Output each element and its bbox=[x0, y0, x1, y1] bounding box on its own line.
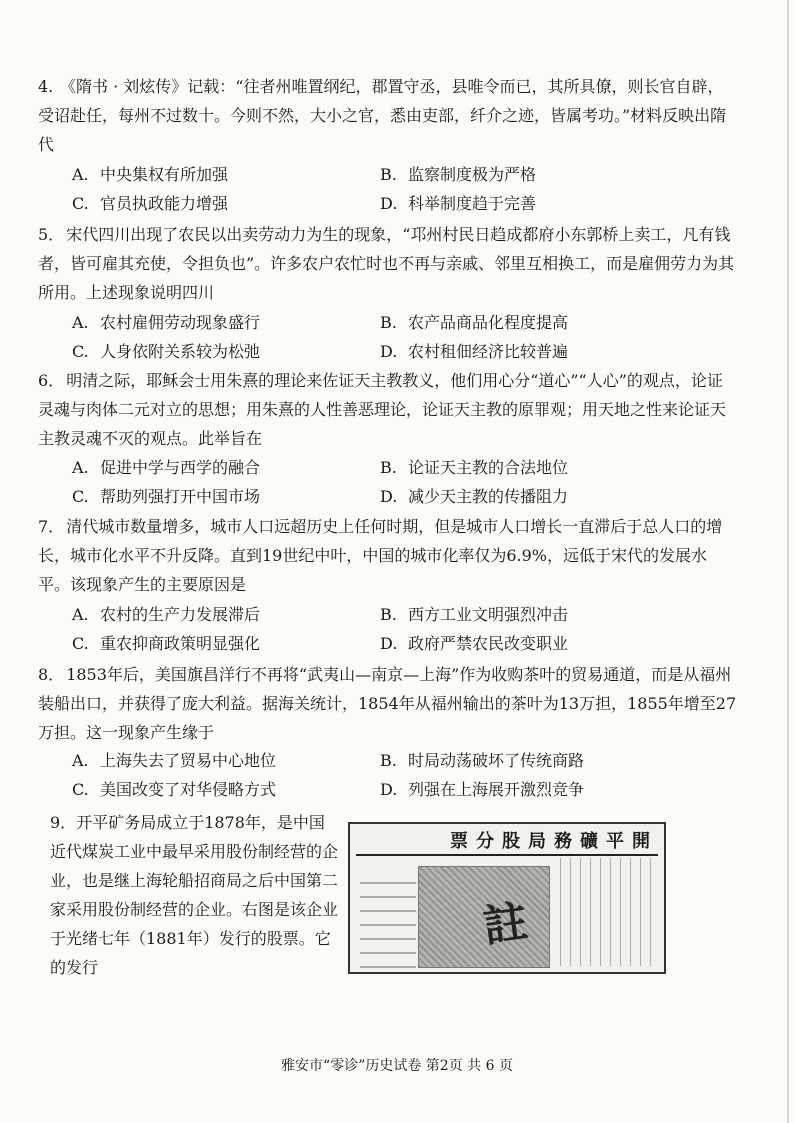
stock-text-columns bbox=[560, 858, 656, 966]
q7-option-a[interactable]: A. 农村的生产力发展滞后 bbox=[72, 605, 261, 624]
q4-option-c[interactable]: C. 官员执政能力增强 bbox=[72, 194, 229, 213]
question-text: 《隋书 · 刘炫传》记载：“往者州唯置纲纪，郡置守丞，县唯令而已，其所具僚，则长官自辟，受诏赴任，每州不过数十。今则不然，大小之官，悉由吏部，纤介之迹，皆属考功。”材料反映出隋代 bbox=[38, 77, 727, 154]
question-number: 8． bbox=[38, 665, 65, 684]
question-number: 4. bbox=[38, 77, 54, 96]
question-6-stem bbox=[38, 366, 738, 453]
question-text: 1853年后，美国旗昌洋行不再将“武夷山—南京—上海”作为收购茶叶的贸易通道，而是从福州装船出口，并获得了庞大利益。据海关统计，1854年从福州输出的茶叶为13万担，1855年增至27万担。这一现象产生缘于 bbox=[38, 665, 737, 742]
q8-option-c[interactable]: C. 美国改变了对华侵略方式 bbox=[72, 780, 277, 799]
kaiping-stock-certificate-image bbox=[348, 822, 666, 974]
q4-option-a[interactable]: A. 中央集权有所加强 bbox=[72, 165, 229, 184]
q4-option-d[interactable]: D. 科举制度趋于完善 bbox=[380, 194, 537, 213]
question-text: 开平矿务局成立于1878年，是中国近代煤炭工业中最早采用股份制经营的企业，也是继上海轮船招商局之后中国第二家采用股份制经营的企业。右图是该企业于光绪七年（1881年）发行的股票。它的发行 bbox=[50, 813, 339, 977]
question-text: 宋代四川出现了农民以出卖劳动力为生的现象，“邛州村民日趋成都府小东郭桥上卖工，凡有钱者，皆可雇其充使，令担负也”。许多农户农忙时也不再与亲戚、邻里互相换工，而是雇佣劳力为其所用。上述现象说明四川 bbox=[38, 225, 735, 302]
question-text: 清代城市数量增多，城市人口远超历史上任何时期，但是城市人口增长一直滞后于总人口的增长，城市化水平不升反降。直到19世纪中叶，中国的城市化率仅为6.9%，远低于宋代的发展水平。该现象产生的主要原因是 bbox=[38, 517, 723, 594]
q5-option-c[interactable]: C. 人身依附关系较为松弛 bbox=[72, 342, 261, 361]
stock-body bbox=[358, 858, 656, 964]
stock-header: 票分股局務礦平開 bbox=[356, 830, 658, 856]
q8-option-b[interactable]: B. 时局动荡破坏了传统商路 bbox=[380, 751, 585, 770]
q7-option-d[interactable]: D. 政府严禁农民改变职业 bbox=[380, 634, 569, 653]
q7-option-b[interactable]: B. 西方工业文明强烈冲击 bbox=[380, 605, 569, 624]
question-text: 明清之际，耶稣会士用朱熹的理论来佐证天主教教义，他们用心分“道心”“人心”的观点，论证灵魂与肉体二元对立的思想；用朱熹的人性善恶理论，论证天主教的原罪观；用天地之性来论证天主教灵魂不灭的观点。此举旨在 bbox=[38, 371, 727, 448]
question-4-stem bbox=[38, 72, 738, 159]
q6-option-d[interactable]: D. 减少天主教的传播阻力 bbox=[380, 487, 569, 506]
q5-option-d[interactable]: D. 农村租佃经济比较普遍 bbox=[380, 342, 569, 361]
q5-option-b[interactable]: B. 农产品商品化程度提高 bbox=[380, 313, 569, 332]
question-number: 9． bbox=[50, 813, 77, 832]
page-footer: 雅安市“零诊”历史试卷 第2页 共 6 页 bbox=[281, 1058, 513, 1074]
question-9-stem bbox=[50, 808, 340, 982]
stock-text-rows bbox=[360, 878, 416, 968]
q8-option-a[interactable]: A. 上海失去了贸易中心地位 bbox=[72, 751, 277, 770]
scan-edge bbox=[787, 0, 789, 1123]
q7-option-c[interactable]: C. 重农抑商政策明显强化 bbox=[72, 634, 261, 653]
q8-option-d[interactable]: D. 列强在上海展开激烈竞争 bbox=[380, 780, 585, 799]
stock-seal-char: 註 bbox=[480, 896, 531, 953]
q6-option-a[interactable]: A. 促进中学与西学的融合 bbox=[72, 458, 261, 477]
question-5-stem bbox=[38, 220, 738, 307]
question-7-stem bbox=[38, 512, 738, 599]
question-number: 6． bbox=[38, 371, 65, 390]
q6-option-b[interactable]: B. 论证天主教的合法地位 bbox=[380, 458, 569, 477]
q4-option-b[interactable]: B. 监察制度极为严格 bbox=[380, 165, 537, 184]
question-8-stem bbox=[38, 660, 738, 747]
question-number: 5． bbox=[38, 225, 65, 244]
q5-option-a[interactable]: A. 农村雇佣劳动现象盛行 bbox=[72, 313, 261, 332]
q6-option-c[interactable]: C. 帮助列强打开中国市场 bbox=[72, 487, 261, 506]
question-number: 7． bbox=[38, 517, 65, 536]
